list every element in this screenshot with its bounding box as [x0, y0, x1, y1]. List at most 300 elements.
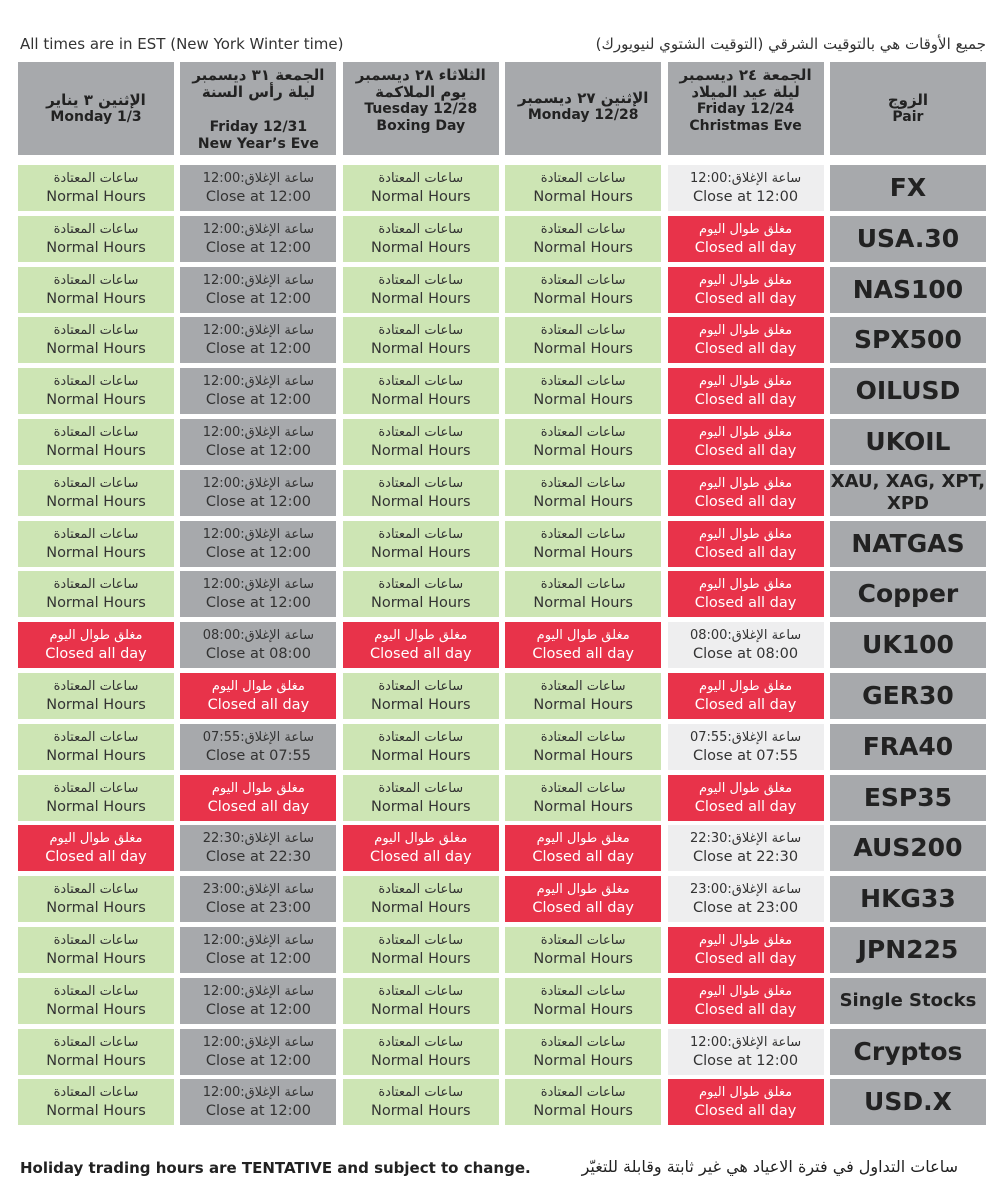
- table-row: [18, 419, 986, 465]
- status-label-en: Closed all day: [694, 392, 797, 409]
- pair-name: GER30: [830, 673, 986, 719]
- status-normal-hours: [18, 724, 174, 770]
- table-row: [18, 368, 986, 414]
- status-label-en: Normal Hours: [371, 1052, 471, 1069]
- status-closed-all-day: [668, 978, 824, 1024]
- header-row: [18, 62, 986, 155]
- status-label-ar: مغلق طوال اليوم: [49, 628, 143, 644]
- table-row: [18, 216, 986, 262]
- status-normal-hours: [343, 267, 499, 313]
- pair-name: Copper: [830, 571, 986, 617]
- status-normal-hours: [343, 775, 499, 821]
- status-closed-all-day: [18, 825, 174, 871]
- status-label-ar: ساعات المعتادة: [53, 678, 139, 694]
- status-normal-hours: [18, 775, 174, 821]
- status-label-ar: مغلق طوال اليوم: [536, 628, 630, 644]
- status-label-en: Close at 12:00: [693, 1052, 799, 1069]
- status-label-ar: ساعات المعتادة: [53, 932, 139, 948]
- status-label-ar: ساعات المعتادة: [53, 1085, 139, 1101]
- status-label-en: Closed all day: [694, 1001, 797, 1018]
- status-label-en: Closed all day: [694, 544, 797, 561]
- status-label-ar: ساعات المعتادة: [378, 424, 464, 440]
- holiday-hours-table: [18, 62, 986, 1125]
- status-closed-all-day: [18, 622, 174, 668]
- status-label-en: Normal Hours: [371, 595, 471, 612]
- status-label-ar: مغلق طوال اليوم: [699, 983, 793, 999]
- status-label-ar: ساعات المعتادة: [378, 1085, 464, 1101]
- status-label-en: Normal Hours: [371, 239, 471, 256]
- status-label-ar: ساعات المعتادة: [378, 1034, 464, 1050]
- status-label-ar: ساعات المعتادة: [53, 1034, 139, 1050]
- timezone-note-en: All times are in EST (New York Winter time): [20, 35, 344, 53]
- status-label-en: Normal Hours: [533, 392, 633, 409]
- status-label-en: Normal Hours: [533, 290, 633, 307]
- table-row: [18, 978, 986, 1024]
- status-normal-hours: [18, 521, 174, 567]
- pair-name: NATGAS: [830, 521, 986, 567]
- status-label-ar: ساعة الإغلاق:12:00: [202, 526, 314, 542]
- status-normal-hours: [18, 267, 174, 313]
- pair-name: USA.30: [830, 216, 986, 262]
- status-label-ar: ساعة الإغلاق:22:30: [202, 831, 314, 847]
- status-label-en: Close at 12:00: [205, 595, 311, 612]
- status-label-ar: ساعات المعتادة: [540, 780, 626, 796]
- status-label-ar: ساعات المعتادة: [378, 475, 464, 491]
- status-label-en: Close at 23:00: [693, 900, 799, 917]
- status-label-ar: ساعات المعتادة: [540, 678, 626, 694]
- status-label-ar: مغلق طوال اليوم: [699, 221, 793, 237]
- status-label-ar: ساعات المعتادة: [378, 221, 464, 237]
- status-label-ar: ساعات المعتادة: [53, 780, 139, 796]
- footer-disclaimer-en: Holiday trading hours are TENTATIVE and subject to change.: [20, 1159, 531, 1177]
- status-closed-all-day: [668, 368, 824, 414]
- status-label-en: Close at 12:00: [205, 442, 311, 459]
- status-label-en: Normal Hours: [46, 747, 146, 764]
- status-normal-hours: [343, 368, 499, 414]
- status-label-ar: ساعات المعتادة: [53, 323, 139, 339]
- status-label-en: Normal Hours: [533, 544, 633, 561]
- status-normal-hours: [505, 368, 661, 414]
- status-normal-hours: [505, 317, 661, 363]
- status-label-ar: ساعة الإغلاق:12:00: [202, 1034, 314, 1050]
- status-label-en: Close at 12:00: [205, 189, 311, 205]
- status-label-en: Normal Hours: [371, 696, 471, 713]
- header-tuesday-12-28: الثلاثاء ٢٨ ديسمبر يوم الملاكمة Tuesday 12/28 Boxing Day: [343, 62, 499, 155]
- status-label-ar: مغلق طوال اليوم: [699, 780, 793, 796]
- status-label-en: Normal Hours: [533, 189, 633, 205]
- status-early-close: [180, 1079, 336, 1125]
- status-label-en: Close at 12:00: [205, 341, 311, 358]
- status-label-en: Normal Hours: [533, 798, 633, 815]
- status-label-en: Close at 12:00: [205, 1052, 311, 1069]
- status-normal-hours: [18, 165, 174, 211]
- status-label-ar: ساعة الإغلاق:12:00: [202, 171, 314, 186]
- status-closed-all-day: [668, 267, 824, 313]
- status-normal-hours: [18, 927, 174, 973]
- timezone-note-ar: جميع الأوقات هي بالتوقيت الشرقي (التوقيت الشتوي لنيويورك): [595, 35, 986, 53]
- status-label-ar: ساعات المعتادة: [378, 171, 464, 186]
- status-label-ar: ساعات المعتادة: [53, 424, 139, 440]
- status-normal-hours: [18, 419, 174, 465]
- status-label-en: Normal Hours: [46, 798, 146, 815]
- status-label-en: Normal Hours: [533, 747, 633, 764]
- pair-name: JPN225: [830, 927, 986, 973]
- status-normal-hours: [505, 470, 661, 516]
- pair-name: UK100: [830, 622, 986, 668]
- status-normal-hours: [18, 368, 174, 414]
- status-normal-hours: [343, 724, 499, 770]
- status-label-ar: ساعة الإغلاق:12:00: [202, 577, 314, 593]
- status-label-en: Normal Hours: [46, 544, 146, 561]
- status-label-ar: ساعات المعتادة: [53, 526, 139, 542]
- status-label-ar: ساعة الإغلاق:12:00: [202, 424, 314, 440]
- status-label-ar: ساعة الإغلاق:12:00: [689, 171, 802, 186]
- status-label-ar: ساعات المعتادة: [540, 932, 626, 948]
- status-label-en: Normal Hours: [46, 950, 146, 967]
- status-label-en: Closed all day: [694, 493, 797, 510]
- status-normal-hours: [505, 724, 661, 770]
- status-closed-all-day: [505, 622, 661, 668]
- status-label-en: Close at 07:55: [693, 747, 799, 764]
- table-row: [18, 927, 986, 973]
- status-label-ar: مغلق طوال اليوم: [699, 424, 793, 440]
- table-row: [18, 622, 986, 668]
- status-normal-hours: [18, 1029, 174, 1075]
- status-label-en: Closed all day: [532, 646, 634, 663]
- status-early-close: [180, 267, 336, 313]
- status-normal-hours: [18, 470, 174, 516]
- status-label-en: Close at 12:00: [693, 189, 799, 205]
- status-normal-hours: [343, 521, 499, 567]
- status-label-en: Closed all day: [694, 239, 797, 256]
- status-label-en: Normal Hours: [371, 1001, 471, 1018]
- status-label-ar: ساعات المعتادة: [378, 983, 464, 999]
- status-label-en: Closed all day: [207, 798, 310, 815]
- status-label-en: Normal Hours: [46, 1103, 146, 1120]
- status-normal-hours: [343, 419, 499, 465]
- status-label-ar: مغلق طوال اليوم: [699, 323, 793, 339]
- status-label-en: Normal Hours: [533, 1001, 633, 1018]
- status-normal-hours: [343, 571, 499, 617]
- status-label-ar: ساعات المعتادة: [378, 882, 464, 898]
- status-normal-hours: [18, 673, 174, 719]
- status-label-ar: مغلق طوال اليوم: [374, 628, 468, 644]
- status-label-en: Normal Hours: [46, 341, 146, 358]
- status-label-en: Close at 08:00: [205, 646, 311, 663]
- table-row: [18, 571, 986, 617]
- header-monday-1-3: الإثنين ٣ يناير Monday 1/3: [18, 62, 174, 155]
- status-normal-hours: [18, 978, 174, 1024]
- status-early-close: [180, 317, 336, 363]
- status-early-close: [180, 470, 336, 516]
- header-monday-12-27: الإثنين ٢٧ ديسمبر Monday 12/28: [505, 62, 661, 155]
- pair-name: OILUSD: [830, 368, 986, 414]
- status-label-en: Normal Hours: [371, 747, 471, 764]
- status-closed-all-day: [668, 571, 824, 617]
- pair-name: FRA40: [830, 724, 986, 770]
- status-label-en: Closed all day: [694, 442, 797, 459]
- status-label-ar: ساعات المعتادة: [540, 1034, 626, 1050]
- table-row: [18, 165, 986, 211]
- status-label-en: Close at 12:00: [205, 239, 311, 256]
- status-label-en: Closed all day: [370, 646, 472, 663]
- status-label-ar: ساعة الإغلاق:08:00: [202, 628, 314, 644]
- status-label-en: Close at 23:00: [205, 900, 311, 917]
- status-label-ar: مغلق طوال اليوم: [699, 374, 793, 390]
- status-label-ar: ساعة الإغلاق:12:00: [689, 1034, 802, 1050]
- pair-name: USD.X: [830, 1079, 986, 1125]
- status-closed-all-day: [505, 825, 661, 871]
- status-label-ar: ساعات المعتادة: [540, 221, 626, 237]
- status-label-en: Normal Hours: [371, 950, 471, 967]
- status-label-en: Normal Hours: [533, 341, 633, 358]
- status-label-en: Normal Hours: [46, 290, 146, 307]
- status-normal-hours: [505, 1079, 661, 1125]
- status-label-ar: ساعات المعتادة: [540, 171, 626, 186]
- status-label-en: Normal Hours: [371, 189, 471, 205]
- status-normal-hours: [505, 521, 661, 567]
- status-early-close: [180, 978, 336, 1024]
- status-early-close: [180, 724, 336, 770]
- status-early-close: [668, 1029, 824, 1075]
- status-closed-all-day: [668, 521, 824, 567]
- status-label-ar: ساعات المعتادة: [378, 374, 464, 390]
- status-closed-all-day: [343, 825, 499, 871]
- status-label-ar: ساعات المعتادة: [378, 323, 464, 339]
- status-label-en: Close at 12:00: [205, 544, 311, 561]
- status-label-en: Close at 12:00: [205, 950, 311, 967]
- status-label-ar: ساعة الإغلاق:12:00: [202, 374, 314, 390]
- status-label-en: Closed all day: [694, 595, 797, 612]
- status-normal-hours: [343, 1029, 499, 1075]
- status-early-close: [180, 927, 336, 973]
- status-label-ar: ساعات المعتادة: [378, 526, 464, 542]
- status-label-ar: ساعات المعتادة: [540, 475, 626, 491]
- header-friday-12-31: الجمعة ٣١ ديسمبر ليلة رأس السنة Friday 12/31 New Year’s Eve: [180, 62, 336, 155]
- status-label-ar: ساعات المعتادة: [540, 272, 626, 288]
- status-label-en: Normal Hours: [46, 392, 146, 409]
- status-normal-hours: [343, 165, 499, 211]
- pair-name: NAS100: [830, 267, 986, 313]
- status-label-ar: ساعات المعتادة: [53, 729, 139, 745]
- status-label-en: Normal Hours: [533, 442, 633, 459]
- status-label-en: Close at 12:00: [205, 290, 311, 307]
- status-label-en: Normal Hours: [46, 189, 146, 205]
- status-label-en: Normal Hours: [533, 1103, 633, 1120]
- pair-name: ESP35: [830, 775, 986, 821]
- status-label-en: Close at 22:30: [693, 849, 799, 866]
- status-early-close: [180, 521, 336, 567]
- status-label-en: Close at 08:00: [693, 646, 799, 663]
- status-normal-hours: [18, 876, 174, 922]
- table-row: [18, 317, 986, 363]
- status-normal-hours: [505, 571, 661, 617]
- table-row: [18, 724, 986, 770]
- status-label-ar: ساعة الإغلاق:23:00: [689, 882, 802, 898]
- status-label-ar: ساعات المعتادة: [540, 526, 626, 542]
- status-normal-hours: [505, 165, 661, 211]
- status-normal-hours: [343, 876, 499, 922]
- status-label-ar: ساعة الإغلاق:07:55: [689, 729, 802, 745]
- status-early-close: [668, 622, 824, 668]
- status-normal-hours: [343, 470, 499, 516]
- status-label-ar: ساعات المعتادة: [378, 780, 464, 796]
- status-normal-hours: [505, 775, 661, 821]
- status-label-ar: ساعة الإغلاق:07:55: [202, 729, 314, 745]
- status-label-ar: ساعات المعتادة: [540, 424, 626, 440]
- status-label-ar: ساعات المعتادة: [540, 323, 626, 339]
- status-label-ar: مغلق طوال اليوم: [699, 678, 793, 694]
- pair-name: XAU, XAG, XPT, XPD: [830, 470, 986, 514]
- table-row: [18, 1029, 986, 1075]
- status-label-ar: ساعة الإغلاق:12:00: [202, 221, 314, 237]
- status-label-en: Normal Hours: [371, 1103, 471, 1120]
- status-closed-all-day: [668, 216, 824, 262]
- status-label-ar: ساعات المعتادة: [540, 729, 626, 745]
- status-label-ar: ساعات المعتادة: [53, 221, 139, 237]
- status-label-ar: مغلق طوال اليوم: [699, 272, 793, 288]
- status-label-ar: مغلق طوال اليوم: [211, 780, 305, 796]
- status-label-ar: ساعة الإغلاق:12:00: [202, 983, 314, 999]
- status-label-ar: ساعات المعتادة: [378, 932, 464, 948]
- status-label-ar: ساعة الإغلاق:12:00: [202, 475, 314, 491]
- pair-name: SPX500: [830, 317, 986, 363]
- status-normal-hours: [343, 927, 499, 973]
- status-early-close: [180, 876, 336, 922]
- status-label-ar: ساعات المعتادة: [378, 678, 464, 694]
- status-label-ar: ساعة الإغلاق:12:00: [202, 1085, 314, 1101]
- status-label-ar: ساعات المعتادة: [378, 729, 464, 745]
- status-early-close: [180, 368, 336, 414]
- status-label-ar: مغلق طوال اليوم: [49, 831, 143, 847]
- pair-name: Cryptos: [830, 1029, 986, 1075]
- status-label-en: Normal Hours: [371, 442, 471, 459]
- table-row: [18, 1079, 986, 1125]
- pair-name: HKG33: [830, 876, 986, 922]
- status-label-ar: مغلق طوال اليوم: [211, 678, 305, 694]
- status-closed-all-day: [668, 317, 824, 363]
- status-label-en: Normal Hours: [46, 442, 146, 459]
- status-early-close: [180, 825, 336, 871]
- status-label-en: Close at 12:00: [205, 1001, 311, 1018]
- status-label-ar: ساعات المعتادة: [378, 272, 464, 288]
- status-label-ar: ساعة الإغلاق:08:00: [689, 628, 802, 644]
- status-label-en: Closed all day: [694, 1103, 797, 1120]
- status-label-ar: مغلق طوال اليوم: [536, 882, 630, 898]
- status-label-ar: مغلق طوال اليوم: [699, 526, 793, 542]
- status-label-ar: ساعات المعتادة: [540, 983, 626, 999]
- status-label-en: Closed all day: [694, 696, 797, 713]
- status-normal-hours: [18, 216, 174, 262]
- status-label-en: Normal Hours: [533, 493, 633, 510]
- status-early-close: [180, 165, 336, 211]
- status-normal-hours: [505, 673, 661, 719]
- status-label-en: Closed all day: [207, 696, 310, 713]
- pair-name: UKOIL: [830, 419, 986, 465]
- status-closed-all-day: [180, 673, 336, 719]
- status-label-en: Close at 12:00: [205, 392, 311, 409]
- status-label-en: Normal Hours: [46, 239, 146, 256]
- status-closed-all-day: [668, 419, 824, 465]
- status-label-ar: ساعة الإغلاق:12:00: [202, 272, 314, 288]
- status-label-en: Normal Hours: [371, 798, 471, 815]
- table-row: [18, 825, 986, 871]
- status-label-ar: ساعات المعتادة: [53, 374, 139, 390]
- status-normal-hours: [343, 673, 499, 719]
- status-label-en: Normal Hours: [46, 900, 146, 917]
- status-label-en: Closed all day: [45, 646, 147, 663]
- status-label-en: Closed all day: [532, 849, 634, 866]
- status-label-ar: ساعة الإغلاق:12:00: [202, 932, 314, 948]
- status-early-close: [668, 165, 824, 211]
- status-label-en: Close at 22:30: [205, 849, 311, 866]
- table-row: [18, 521, 986, 567]
- status-normal-hours: [18, 1079, 174, 1125]
- status-closed-all-day: [668, 1079, 824, 1125]
- pair-name: AUS200: [830, 825, 986, 871]
- status-label-en: Closed all day: [532, 900, 634, 917]
- status-label-ar: ساعات المعتادة: [53, 475, 139, 491]
- status-early-close: [180, 1029, 336, 1075]
- status-label-ar: ساعات المعتادة: [540, 374, 626, 390]
- status-early-close: [180, 216, 336, 262]
- status-label-en: Normal Hours: [46, 595, 146, 612]
- footer-disclaimer-ar: ساعات التداول في فترة الاعياد هي غير ثابتة وقابلة للتغيّر: [581, 1157, 958, 1176]
- status-label-en: Normal Hours: [46, 696, 146, 713]
- status-label-ar: مغلق طوال اليوم: [699, 1085, 793, 1101]
- status-label-en: Normal Hours: [371, 341, 471, 358]
- status-closed-all-day: [668, 470, 824, 516]
- header-pair: الزوج Pair: [830, 62, 986, 155]
- status-early-close: [180, 419, 336, 465]
- status-label-en: Normal Hours: [46, 493, 146, 510]
- status-normal-hours: [343, 317, 499, 363]
- status-label-en: Normal Hours: [371, 493, 471, 510]
- status-label-en: Normal Hours: [371, 544, 471, 561]
- status-label-ar: ساعات المعتادة: [540, 1085, 626, 1101]
- status-label-en: Closed all day: [694, 950, 797, 967]
- status-normal-hours: [505, 927, 661, 973]
- status-normal-hours: [18, 571, 174, 617]
- status-label-ar: ساعة الإغلاق:12:00: [202, 323, 314, 339]
- status-label-ar: ساعات المعتادة: [53, 577, 139, 593]
- status-normal-hours: [505, 1029, 661, 1075]
- status-label-ar: ساعات المعتادة: [540, 577, 626, 593]
- status-normal-hours: [343, 978, 499, 1024]
- status-label-ar: ساعات المعتادة: [53, 882, 139, 898]
- status-normal-hours: [505, 978, 661, 1024]
- status-label-ar: مغلق طوال اليوم: [374, 831, 468, 847]
- table-row: [18, 876, 986, 922]
- status-label-ar: ساعات المعتادة: [53, 983, 139, 999]
- status-label-en: Closed all day: [45, 849, 147, 866]
- table-row: [18, 775, 986, 821]
- status-label-en: Normal Hours: [533, 1052, 633, 1069]
- table-row: [18, 267, 986, 313]
- pair-name: Single Stocks: [830, 978, 986, 1024]
- status-label-en: Normal Hours: [533, 595, 633, 612]
- status-label-en: Normal Hours: [371, 290, 471, 307]
- status-normal-hours: [505, 216, 661, 262]
- status-label-ar: مغلق طوال اليوم: [699, 475, 793, 491]
- table-row: [18, 673, 986, 719]
- status-label-ar: ساعات المعتادة: [53, 171, 139, 186]
- status-label-en: Normal Hours: [371, 900, 471, 917]
- status-label-en: Close at 07:55: [205, 747, 311, 764]
- header-friday-12-24: الجمعة ٢٤ ديسمبر ليلة عيد الميلاد Friday 12/24 Christmas Eve: [668, 62, 824, 155]
- status-early-close: [180, 571, 336, 617]
- status-label-ar: مغلق طوال اليوم: [536, 831, 630, 847]
